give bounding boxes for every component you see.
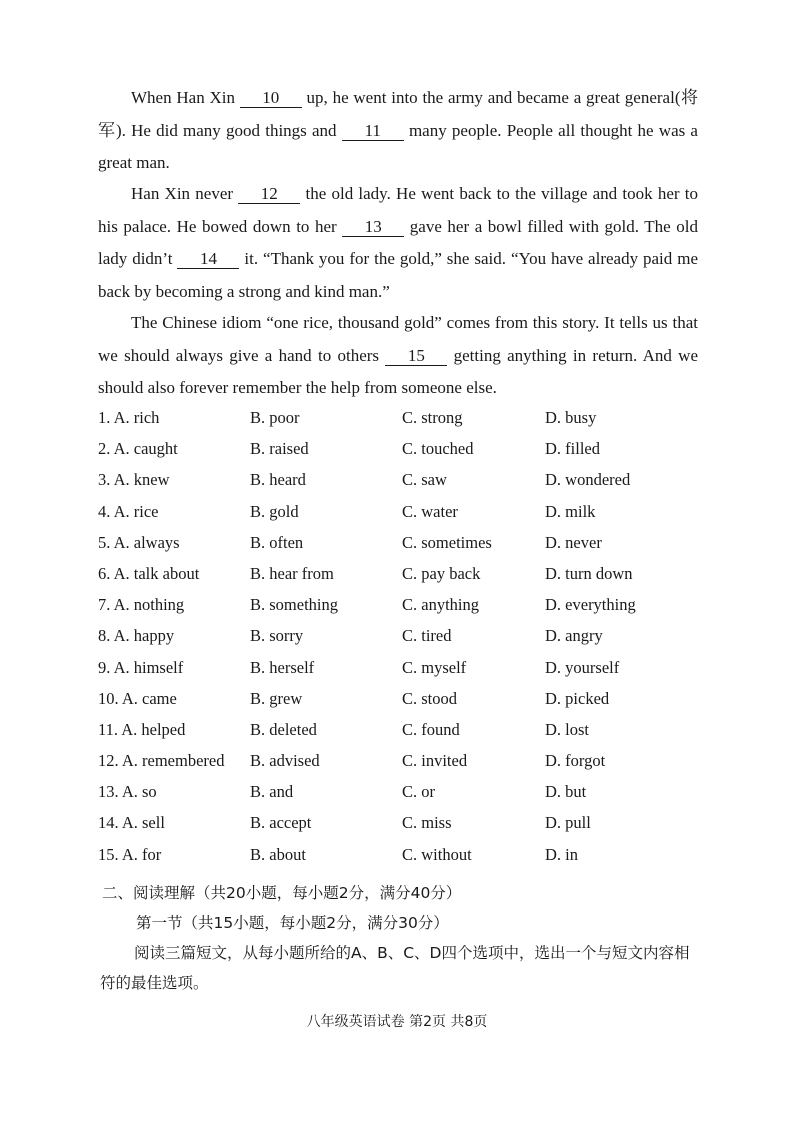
option-d: D. filled xyxy=(545,439,600,459)
question-11-options xyxy=(98,716,718,747)
question-6-options xyxy=(98,560,718,591)
option-c: C. or xyxy=(402,782,435,802)
option-c: C. water xyxy=(402,501,458,521)
blank-13: 13 xyxy=(342,218,404,237)
option-b: B. advised xyxy=(250,751,320,771)
option-d: D. forgot xyxy=(545,751,606,771)
question-14-options xyxy=(98,809,718,840)
option-c: C. miss xyxy=(402,813,452,833)
option-a: 8. A. happy xyxy=(98,626,175,646)
option-c: C. myself xyxy=(402,657,467,677)
option-c: C. invited xyxy=(402,751,468,771)
passage-text: many people. People all thought he was a great man. xyxy=(98,120,698,172)
option-d: D. everything xyxy=(545,595,636,615)
option-b: B. raised xyxy=(250,439,309,459)
blank-14: 14 xyxy=(177,250,239,269)
question-13-options xyxy=(98,778,718,809)
option-a: 14. A. sell xyxy=(98,813,165,833)
option-b: B. often xyxy=(250,532,304,552)
question-15-options xyxy=(98,841,718,872)
option-a: 15. A. for xyxy=(98,844,162,864)
question-8-options xyxy=(98,622,718,653)
option-c: C. touched xyxy=(402,439,474,459)
option-c: C. tired xyxy=(402,626,452,646)
question-4-options xyxy=(98,498,718,529)
option-b: B. gold xyxy=(250,501,299,521)
option-d: D. lost xyxy=(545,719,590,739)
option-a: 13. A. so xyxy=(98,782,157,802)
option-c: C. found xyxy=(402,719,460,739)
option-a: 9. A. himself xyxy=(98,657,184,677)
blank-15: 15 xyxy=(385,347,447,366)
option-b: B. poor xyxy=(250,408,300,427)
passage-paragraph-3 xyxy=(98,307,698,405)
option-b: B. about xyxy=(250,844,306,864)
question-1-options xyxy=(98,404,718,435)
option-c: C. anything xyxy=(402,595,479,615)
option-c: C. strong xyxy=(402,408,463,427)
option-a: 11. A. helped xyxy=(98,719,186,739)
passage-text: gave her a bowl filled with gold. The old lady didn’t xyxy=(98,216,698,268)
question-3-options xyxy=(98,466,718,497)
question-12-options xyxy=(98,747,718,778)
question-2-options xyxy=(98,435,718,466)
passage-text: up, he went into the army and became a great general(将军). He did many good things and xyxy=(98,88,699,140)
option-d: D. busy xyxy=(545,408,597,427)
option-c: C. sometimes xyxy=(402,532,492,552)
option-a: 5. A. always xyxy=(98,532,180,552)
option-c: C. pay back xyxy=(402,563,481,583)
passage-text: it. “Thank you for the gold,” she said. “You have already paid me back by becoming a strong and kind man.” xyxy=(98,249,698,301)
passage-text: When Han Xin xyxy=(131,88,240,107)
option-b: B. and xyxy=(250,782,294,802)
option-a: 12. A. remembered xyxy=(98,751,225,771)
option-b: B. hear from xyxy=(250,563,334,583)
blank-11: 11 xyxy=(342,122,404,141)
option-d: D. in xyxy=(545,844,578,864)
option-d: D. never xyxy=(545,532,602,552)
section-heading: 二、阅读理解（共20小题，每小题2分，满分40分） xyxy=(102,884,462,902)
question-5-options xyxy=(98,529,718,560)
option-a: 2. A. caught xyxy=(98,439,178,459)
passage-paragraph-2 xyxy=(98,178,698,308)
option-c: C. saw xyxy=(402,470,447,490)
option-c: C. without xyxy=(402,844,472,864)
option-d: D. but xyxy=(545,782,587,802)
passage-text: The Chinese idiom “one rice, thousand gold” comes from this story. It tells us that we should always give a hand to others xyxy=(98,313,698,365)
passage-text: getting anything in return. And we should also forever remember the help from someone else. xyxy=(98,345,699,397)
section-subheading: 第一节（共15小题，每小题2分，满分30分） xyxy=(136,914,449,932)
option-b: B. grew xyxy=(250,688,303,708)
question-10-options xyxy=(98,685,718,716)
passage-text: the old lady. He went back to the village and took her to his palace. He bowed down to her xyxy=(98,184,698,236)
option-b: B. accept xyxy=(250,813,312,833)
option-b: B. something xyxy=(250,595,339,615)
option-b: B. deleted xyxy=(250,719,317,739)
option-d: D. picked xyxy=(545,688,610,708)
option-b: B. herself xyxy=(250,657,315,677)
passage-text: Han Xin never xyxy=(131,184,239,203)
blank-10: 10 xyxy=(240,89,302,108)
option-d: D. angry xyxy=(545,626,603,646)
question-9-options xyxy=(98,654,718,685)
option-a: 6. A. talk about xyxy=(98,563,200,583)
option-a: 3. A. knew xyxy=(98,470,170,490)
option-a: 7. A. nothing xyxy=(98,595,185,615)
option-b: B. sorry xyxy=(250,626,304,646)
option-d: D. wondered xyxy=(545,470,631,490)
option-a: 1. A. rich xyxy=(98,408,160,427)
option-c: C. stood xyxy=(402,688,458,708)
section-instructions: 阅读三篇短文，从每小题所给的A、B、C、D四个选项中，选出一个与短文内容相符的最佳选项。 xyxy=(100,944,690,992)
page-footer: 八年级英语试卷 第2页 共8页 xyxy=(306,1014,488,1030)
option-a: 4. A. rice xyxy=(98,501,159,521)
option-b: B. heard xyxy=(250,470,306,490)
blank-12: 12 xyxy=(238,185,300,204)
question-7-options xyxy=(98,591,718,622)
option-d: D. pull xyxy=(545,813,591,833)
option-a: 10. A. came xyxy=(98,688,177,708)
option-d: D. yourself xyxy=(545,657,620,677)
passage-paragraph-1 xyxy=(98,82,698,180)
answer-options xyxy=(98,404,718,872)
option-d: D. turn down xyxy=(545,563,633,583)
option-d: D. milk xyxy=(545,501,596,521)
